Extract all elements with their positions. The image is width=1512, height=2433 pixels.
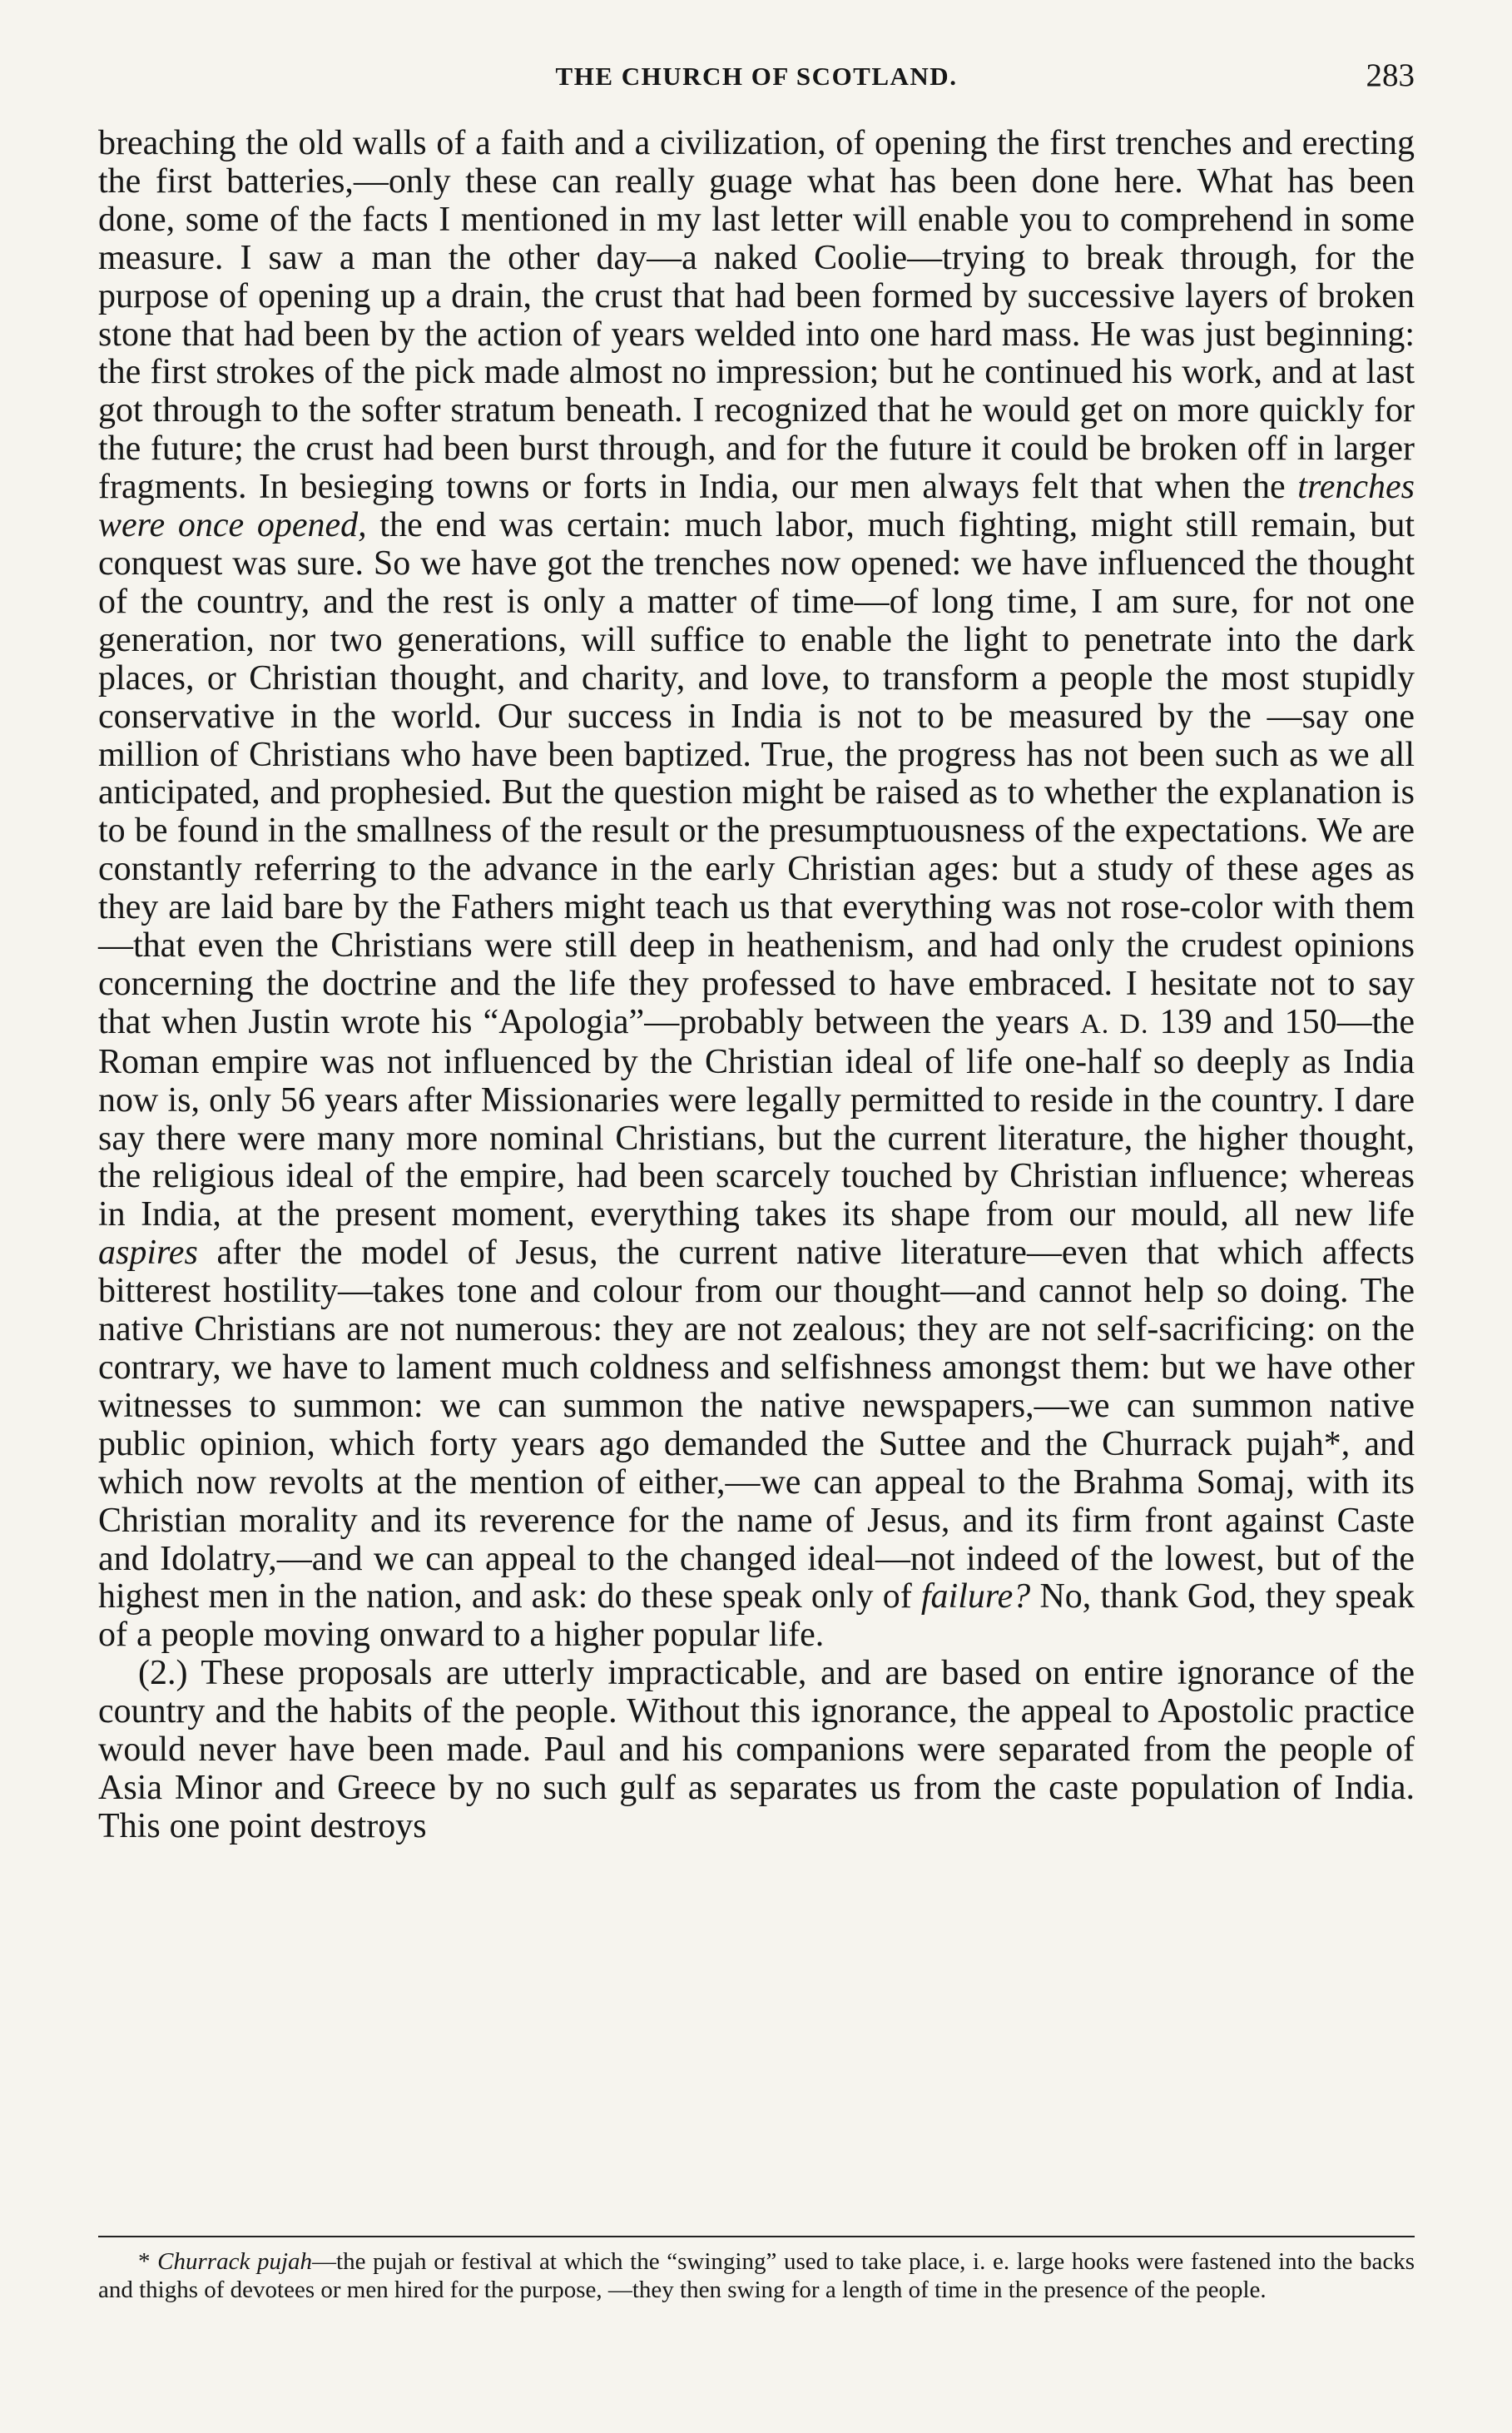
- footnote-term: Churrack pujah: [157, 2248, 313, 2275]
- page-number: 283: [1366, 57, 1415, 93]
- paragraph-1-part-e: No, thank God, they speak of a people moving onward to a higher popular life.: [98, 1577, 1415, 1655]
- footnote-paragraph: [98, 2247, 1415, 2304]
- italic-failure: failure?: [920, 1577, 1031, 1616]
- running-head: THE CHURCH OF SCOTLAND.: [555, 62, 958, 91]
- paragraph-2: (2.) These proposals are utterly impracticable, and are based on entire ignorance of the country and the habits of the people. Without this ignorance, the appeal to Apostolic practice would never have been made. Paul and his companions were separated from the people of Asia Minor and Greece by no such gulf as separates us from the caste population of India. This one point destroys: [98, 1654, 1415, 1845]
- anno-domini: A. D.: [1080, 1008, 1149, 1040]
- footnote-rule: [98, 2236, 1415, 2237]
- italic-trenches-phrase: trenches were once opened,: [98, 468, 1415, 545]
- body-text: [98, 125, 1415, 1846]
- footnote: [98, 2247, 1415, 2304]
- paragraph-1: [98, 125, 1415, 1655]
- paragraph-1-part-b: the end was certain: much labor, much fighting, might still remain, but conquest was sure. So we have got the trenches now opened: we have influenced the thought of the country, and the rest is only a matter of time—of long time, I am sure, for not one generation, nor two generations, will suffice to enable the light to penetrate into the dark places, or Christian thought, and charity, and love, to transform a people the most stupidly conservative in the world. Our success in India is not to be measured by the —say one million of Christians who have been baptized. True, the progress has not been such as we all anticipated, and prophesied. But the question might be raised as to whether the explanation is to be found in the smallness of the result or the presumptuousness of the expectations. We are constantly referring to the advance in the early Christian ages: but a study of these ages as they are laid bare by the Fathers might teach us that everything was not rose-color with them—that even the Christians were still deep in heathenism, and had only the crudest opinions concerning the doctrine and the life they professed to have embraced. I hesitate not to say that when Justin wrote his “Apologia”—probably between the years: [98, 506, 1415, 1041]
- footnote-text: —the pujah or festival at which the “swinging” used to take place, i. e. large hooks were fastened into the backs and thighs of devotees or men hired for the purpose, —they then swing for a length of time in the presence of the people.: [98, 2248, 1415, 2303]
- italic-aspires: aspires: [98, 1234, 198, 1273]
- paragraph-1-part-c: 139 and 150—the Roman empire was not influenced by the Christian ideal of life one-half so deeply as India now is, only 56 years after Missionaries were legally permitted to reside in the country. I dare say there were many more nominal Christians, but the current literature, the higher thought, the religious ideal of the empire, had been scarcely touched by Christian influence; whereas in India, at the present moment, everything takes its shape from our mould, all new life: [98, 1002, 1415, 1234]
- paragraph-1-part-a: breaching the old walls of a faith and a civilization, of opening the first trenches and erecting the first batteries,—only these can really guage what has been done here. What has been done, some of the facts I mentioned in my last letter will enable you to comprehend in some measure. I saw a man the other day—a naked Coolie—trying to break through, for the purpose of opening up a drain, the crust that had been formed by successive layers of broken stone that had been by the action of years welded into one hard mass. He was just beginning: the first strokes of the pick made almost no impression; but he continued his work, and at last got through to the softer stratum beneath. I recognized that he would get on more quickly for the future; the crust had been burst through, and for the future it could be broken off in larger fragments. In besieging towns or forts in India, our men always felt that when the: [98, 124, 1415, 507]
- footnote-marker: *: [138, 2248, 158, 2275]
- page-header: [98, 57, 1415, 107]
- paragraph-1-part-d: after the model of Jesus, the current native literature—even that which affects bitterest hostility—takes tone and colour from our thought—and cannot help so doing. The native Christians are not numerous: they are not zealous; they are not self-sacrificing: on the contrary, we have to lament much coldness and selfishness amongst them: but we have other witnesses to summon: we can summon the native newspapers,—we can summon native public opinion, which forty years ago demanded the Suttee and the Churrack pujah*, and which now revolts at the mention of either,—we can appeal to the Brahma Somaj, with its Christian morality and its reverence for the name of Jesus, and its firm front against Caste and Idolatry,—and we can appeal to the changed ideal—not indeed of the lowest, but of the highest men in the nation, and ask: do these speak only of: [98, 1234, 1415, 1616]
